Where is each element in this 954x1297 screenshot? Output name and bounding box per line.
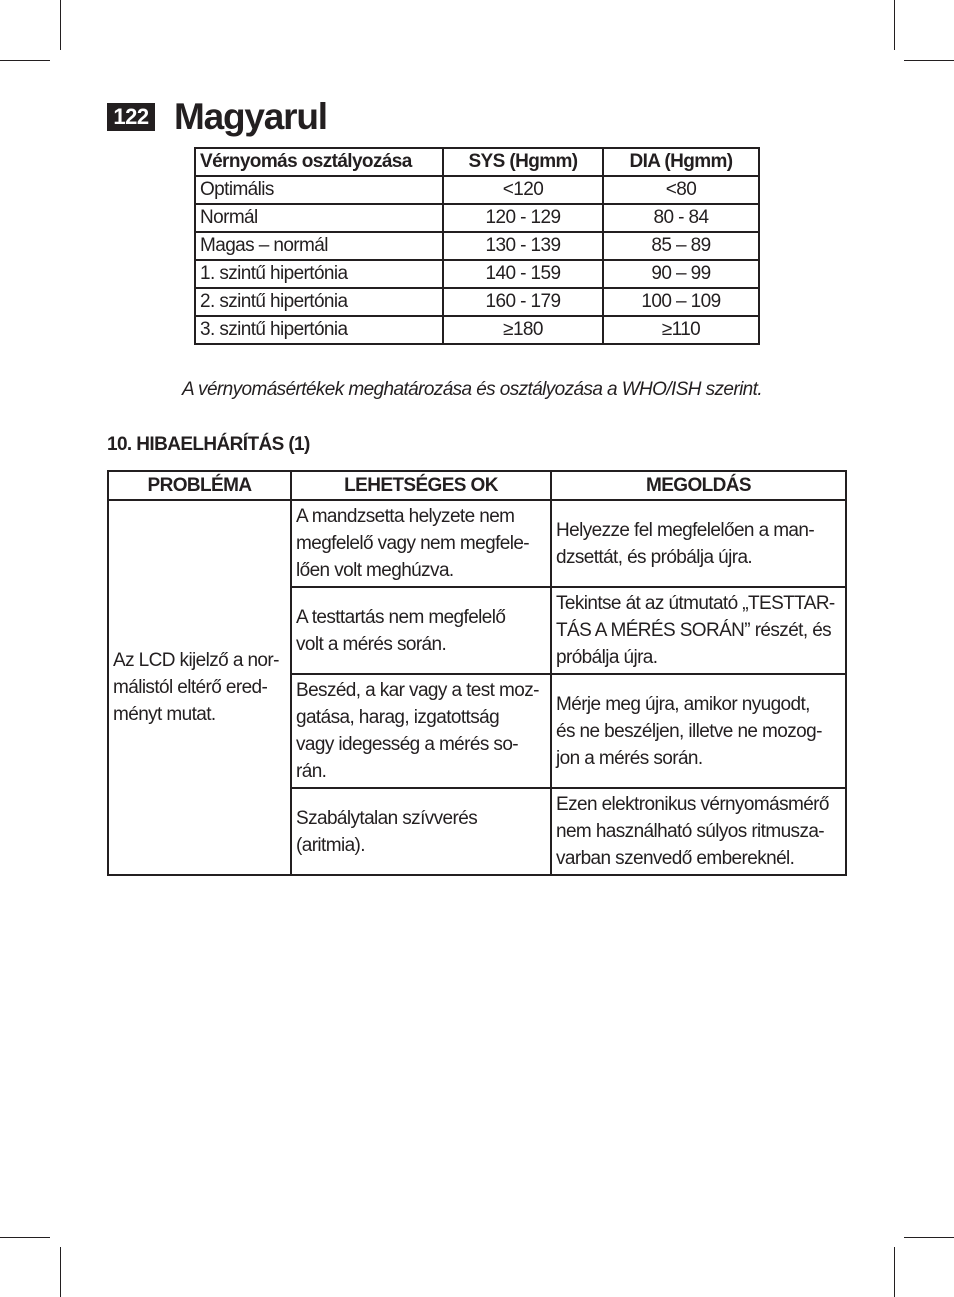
table-caption: A vérnyomásértékek meghatározása és osztályozása a WHO/ISH szerint.	[182, 379, 763, 400]
crop-mark	[0, 1237, 50, 1238]
classification-cell: 1. szintű hipertónia	[195, 260, 443, 288]
table-row	[195, 176, 759, 204]
sys-cell: 140 - 159	[443, 260, 603, 288]
sys-cell: <120	[443, 176, 603, 204]
problem-cell: Az LCD kijelző a nor- málistól eltérő ered- ményt mutat.	[108, 500, 291, 875]
troubleshooting-table	[107, 470, 847, 876]
column-header: SYS (Hgmm)	[443, 148, 603, 176]
table-row	[195, 316, 759, 344]
classification-cell: 2. szintű hipertónia	[195, 288, 443, 316]
dia-cell: <80	[603, 176, 759, 204]
cause-cell: A mandzsetta helyzete nem megfelelő vagy nem megfele- lően volt meghúzva.	[291, 500, 551, 587]
crop-mark	[60, 0, 61, 50]
dia-cell: 90 – 99	[603, 260, 759, 288]
table-row	[195, 204, 759, 232]
crop-mark	[0, 60, 50, 61]
dia-cell: 80 - 84	[603, 204, 759, 232]
crop-mark	[904, 1237, 954, 1238]
sys-cell: 160 - 179	[443, 288, 603, 316]
table-header-row	[108, 471, 846, 500]
cause-cell: Beszéd, a kar vagy a test moz- gatása, harag, izgatottság vagy idegesség a mérés so- rán.	[291, 674, 551, 788]
cause-cell: Szabálytalan szívverés (aritmia).	[291, 788, 551, 875]
crop-mark	[904, 60, 954, 61]
dia-cell: 85 – 89	[603, 232, 759, 260]
classification-cell: Magas – normál	[195, 232, 443, 260]
column-header: LEHETSÉGES OK	[291, 471, 551, 500]
crop-mark	[60, 1247, 61, 1297]
page-title: Magyarul	[174, 96, 327, 137]
crop-mark	[894, 1247, 895, 1297]
sys-cell: 130 - 139	[443, 232, 603, 260]
table-row	[195, 288, 759, 316]
classification-cell: Optimális	[195, 176, 443, 204]
table-row	[195, 260, 759, 288]
cause-cell: A testtartás nem megfelelő volt a mérés során.	[291, 587, 551, 674]
column-header: MEGOLDÁS	[551, 471, 846, 500]
solution-cell: Mérje meg újra, amikor nyugodt, és ne beszéljen, illetve ne mozog- jon a mérés során.	[551, 674, 846, 788]
solution-cell: Ezen elektronikus vérnyomásmérő nem használható súlyos ritmusza- varban szenvedő embereknél.	[551, 788, 846, 875]
column-header: PROBLÉMA	[108, 471, 291, 500]
table-row	[108, 500, 846, 587]
blood-pressure-classification-table	[194, 147, 760, 345]
column-header: DIA (Hgmm)	[603, 148, 759, 176]
sys-cell: 120 - 129	[443, 204, 603, 232]
classification-cell: Normál	[195, 204, 443, 232]
crop-mark	[894, 0, 895, 50]
section-heading: 10. HIBAELHÁRÍTÁS (1)	[107, 434, 310, 455]
column-header: Vérnyomás osztályozása	[195, 148, 443, 176]
solution-cell: Tekintse át az útmutató „TESTTAR- TÁS A MÉRÉS SORÁN” részét, és próbálja újra.	[551, 587, 846, 674]
sys-cell: ≥180	[443, 316, 603, 344]
dia-cell: 100 – 109	[603, 288, 759, 316]
dia-cell: ≥110	[603, 316, 759, 344]
table-row	[195, 232, 759, 260]
page-number: 122	[107, 103, 155, 131]
solution-cell: Helyezze fel megfelelően a man- dzsettát, és próbálja újra.	[551, 500, 846, 587]
classification-cell: 3. szintű hipertónia	[195, 316, 443, 344]
table-header-row	[195, 148, 759, 176]
